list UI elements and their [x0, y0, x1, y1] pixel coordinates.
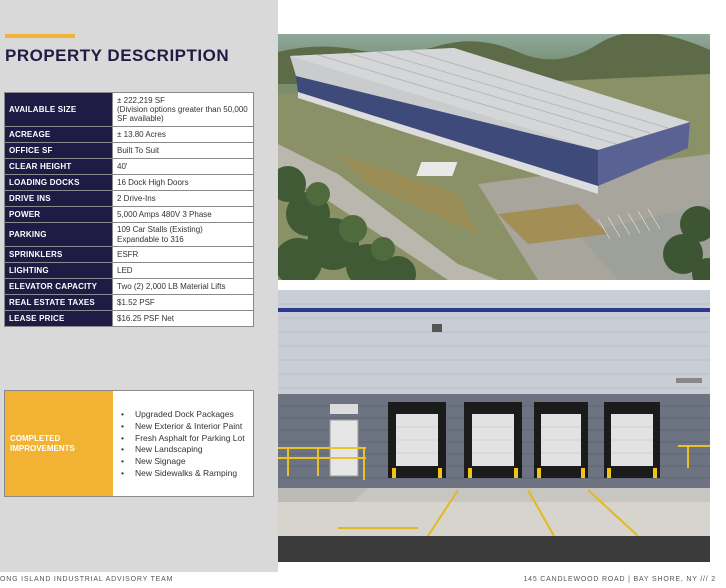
spec-row-real-estate-taxes: [5, 295, 254, 311]
spec-row-acreage: [5, 127, 254, 143]
spec-value: 16 Dock High Doors: [113, 175, 254, 191]
spec-label: ELEVATOR CAPACITY: [5, 279, 113, 295]
spec-row-lease-price: [5, 311, 254, 327]
spec-value: ESFR: [113, 247, 254, 263]
spec-label: LEASE PRICE: [5, 311, 113, 327]
spec-row-loading-docks: [5, 175, 254, 191]
spec-value-main: ± 222,219 SF: [117, 95, 165, 105]
spec-row-power: [5, 207, 254, 223]
page-title: PROPERTY DESCRIPTION: [5, 46, 230, 65]
footer-team-name: ONG ISLAND INDUSTRIAL ADVISORY TEAM: [0, 576, 174, 583]
spec-value: 40': [113, 159, 254, 175]
aerial-photo: [278, 34, 710, 280]
loading-dock-graphic: [278, 290, 710, 562]
spec-label: POWER: [5, 207, 113, 223]
spec-label: AVAILABLE SIZE: [5, 93, 113, 127]
spec-row-office-sf: [5, 143, 254, 159]
list-item: • New Landscaping: [117, 444, 245, 456]
spec-value: 2 Drive-Ins: [113, 191, 254, 207]
spec-value: ± 13.80 Acres: [113, 127, 254, 143]
spec-table: [4, 92, 254, 327]
spec-label: SPRINKLERS: [5, 247, 113, 263]
spec-label: DRIVE INS: [5, 191, 113, 207]
list-item: • New Exterior & Interior Paint: [117, 421, 245, 433]
spec-value-sub: (Division options greater than 50,000 SF available): [117, 104, 248, 124]
list-item: • Fresh Asphalt for Parking Lot: [117, 433, 245, 445]
spec-row-clear-height: [5, 159, 254, 175]
spec-label: PARKING: [5, 223, 113, 247]
improvements-list: [117, 409, 245, 480]
spec-value-main: 109 Car Stalls (Existing): [117, 225, 203, 235]
aerial-photo-graphic: [278, 34, 710, 280]
spec-value: LED: [113, 263, 254, 279]
spec-row-parking: [5, 223, 254, 247]
list-item: • Upgraded Dock Packages: [117, 409, 245, 421]
list-item: • New Signage: [117, 456, 245, 468]
spec-value: [113, 93, 254, 127]
spec-value: Two (2) 2,000 LB Material Lifts: [113, 279, 254, 295]
footer-address: 145 CANDLEWOOD ROAD | BAY SHORE, NY /// 2: [523, 576, 716, 583]
improvements-box: [4, 390, 254, 497]
accent-bar: [5, 34, 75, 38]
spec-label: CLEAR HEIGHT: [5, 159, 113, 175]
spec-value: 5,000 Amps 480V 3 Phase: [113, 207, 254, 223]
spec-label: LIGHTING: [5, 263, 113, 279]
spec-value: $1.52 PSF: [113, 295, 254, 311]
spec-label: REAL ESTATE TAXES: [5, 295, 113, 311]
loading-dock-photo: [278, 290, 710, 562]
spec-row-drive-ins: [5, 191, 254, 207]
spec-value: Built To Suit: [113, 143, 254, 159]
spec-row-sprinklers: [5, 247, 254, 263]
spec-label: ACREAGE: [5, 127, 113, 143]
spec-value: [113, 223, 254, 247]
spec-label: LOADING DOCKS: [5, 175, 113, 191]
spec-value: $16.25 PSF Net: [113, 311, 254, 327]
list-item: • New Sidewalks & Ramping: [117, 468, 245, 480]
spec-label: OFFICE SF: [5, 143, 113, 159]
improvements-label: COMPLETED IMPROVEMENTS: [5, 391, 113, 496]
spec-row-available-size: [5, 93, 254, 127]
spec-value-sub: Expandable to 316: [117, 234, 184, 244]
spec-row-lighting: [5, 263, 254, 279]
spec-row-elevator-capacity: [5, 279, 254, 295]
